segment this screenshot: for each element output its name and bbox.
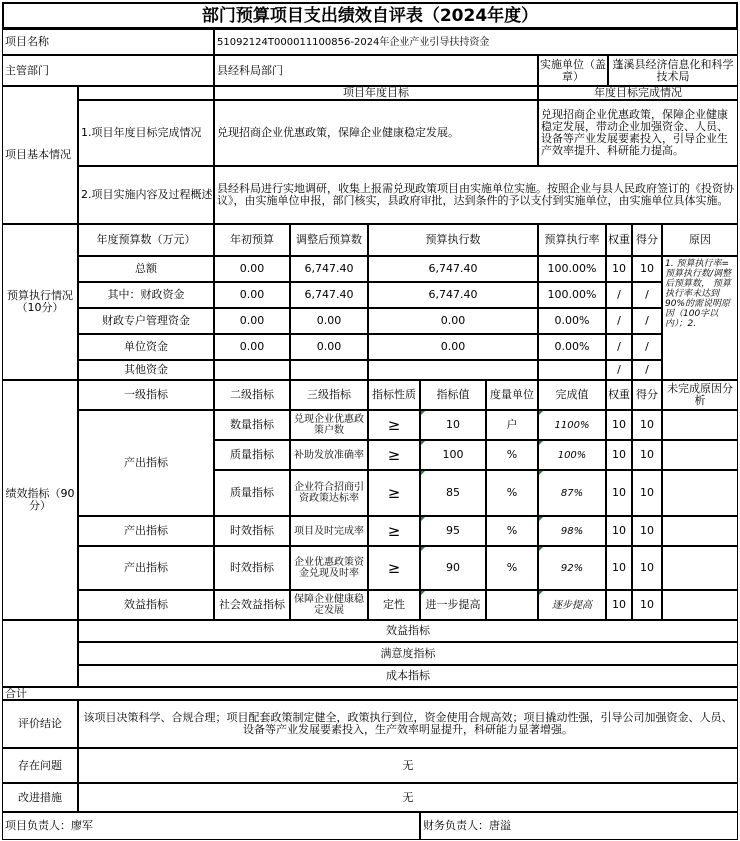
perf-header-reason: 未完成原因分析	[662, 380, 738, 410]
perf-score: 10	[632, 546, 662, 590]
perf-level3: 项目及时完成率	[290, 516, 368, 546]
budget-row-label: 财政专户管理资金	[78, 308, 214, 334]
project-lead: 项目负责人：廖军	[2, 812, 420, 840]
budget-row-rate: 100.00%	[538, 256, 606, 282]
budget-row-score: /	[632, 282, 662, 308]
budget-row-adjusted: 6,747.40	[290, 256, 368, 282]
budget-row-adjusted: 0.00	[290, 334, 368, 360]
budget-row-executed	[368, 360, 538, 380]
perf-level1: 产出指标	[78, 516, 214, 546]
budget-row-rate: 0.00%	[538, 308, 606, 334]
perf-done: 逐步提高	[538, 590, 606, 620]
perf-nature: ≥	[368, 546, 420, 590]
perf-target: 进一步提高	[420, 590, 486, 620]
budget-row-weight: 10	[606, 256, 632, 282]
budget-row-executed: 6,747.40	[368, 256, 538, 282]
budget-row-initial: 0.00	[214, 282, 290, 308]
perf-nature: ≥	[368, 470, 420, 516]
perf-header-nature: 指标性质	[368, 380, 420, 410]
perf-weight: 10	[606, 546, 632, 590]
perf-level1: 效益指标	[78, 590, 214, 620]
budget-row-rate: 0.00%	[538, 334, 606, 360]
project-name-value: 51092124T000011100856-2024年企业产业引导扶持资金	[214, 29, 738, 55]
perf-reason	[662, 440, 738, 470]
budget-row-weight: /	[606, 282, 632, 308]
cost-row: 成本指标	[78, 665, 738, 687]
budget-header-rate: 预算执行率	[538, 224, 606, 256]
perf-level2: 数量指标	[214, 410, 290, 440]
perf-weight: 10	[606, 516, 632, 546]
perf-target: 10	[420, 410, 486, 440]
budget-row-executed: 0.00	[368, 308, 538, 334]
budget-row-score: /	[632, 308, 662, 334]
budget-reason: 1. 预算执行率=预算执行数/调整后预算数， 预算执行率未达到90%的需说明原因（100字以内）；2.	[662, 256, 738, 380]
perf-nature: ≥	[368, 440, 420, 470]
perf-header-unit: 度量单位	[486, 380, 538, 410]
perf-header-score: 得分	[632, 380, 662, 410]
budget-row-executed: 6,747.40	[368, 282, 538, 308]
issues-value: 无	[78, 748, 738, 783]
budget-row-label: 其他资金	[78, 360, 214, 380]
perf-header-target: 指标值	[420, 380, 486, 410]
perf-level3: 企业符合招商引资政策达标率	[290, 470, 368, 516]
perf-level3: 补助发放准确率	[290, 440, 368, 470]
perf-done: 98%	[538, 516, 606, 546]
budget-row-score: /	[632, 360, 662, 380]
satisfaction-row: 满意度指标	[78, 642, 738, 665]
total-label: 合计	[2, 687, 738, 700]
perf-level3: 兑现企业优惠政策户数	[290, 410, 368, 440]
budget-row-label: 其中：财政资金	[78, 282, 214, 308]
perf-score: 10	[632, 410, 662, 440]
perf-header-level3: 三级指标	[290, 380, 368, 410]
perf-done: 92%	[538, 546, 606, 590]
perf-level3: 保障企业健康稳定发展	[290, 590, 368, 620]
perf-weight: 10	[606, 410, 632, 440]
perf-level1: 产出指标	[78, 546, 214, 590]
perf-unit: %	[486, 516, 538, 546]
perf-unit: %	[486, 440, 538, 470]
perf-target: 95	[420, 516, 486, 546]
budget-row-adjusted: 6,747.40	[290, 282, 368, 308]
budget-header-annual: 年度预算数（万元）	[78, 224, 214, 256]
measures-label: 改进措施	[2, 783, 78, 812]
perf-header-level1: 一级指标	[78, 380, 214, 410]
budget-row-initial: 0.00	[214, 308, 290, 334]
perf-level1-output: 产出指标	[78, 410, 214, 516]
perf-done: 1100%	[538, 410, 606, 440]
dept-label: 主管部门	[2, 55, 214, 86]
goal-header: 项目年度目标	[214, 86, 538, 100]
budget-row-score: /	[632, 334, 662, 360]
row1-label: 1.项目年度目标完成情况	[78, 100, 214, 166]
dept-value: 县经科局部门	[214, 55, 538, 86]
budget-row-initial: 0.00	[214, 334, 290, 360]
perf-header-weight: 权重	[606, 380, 632, 410]
budget-section-label: 预算执行情况（10分）	[2, 224, 78, 380]
impl-label: 实施单位（盖章）	[538, 55, 608, 86]
perf-done: 87%	[538, 470, 606, 516]
measures-value: 无	[78, 783, 738, 812]
budget-row-weight: /	[606, 360, 632, 380]
budget-row-weight: /	[606, 334, 632, 360]
perf-unit: 户	[486, 410, 538, 440]
conclusion-text: 该项目决策科学、合规合理；项目配套政策制定健全，政策执行到位，资金使用合规高效；项目撬动性强，引导公司加强资金、人员、设备等产业发展要素投入，生产效率明显提升，科研能力显著增强。	[78, 700, 738, 748]
benefit-row: 效益指标	[78, 620, 738, 642]
perf-reason	[662, 470, 738, 516]
perf-extra-blank	[2, 620, 78, 687]
perf-reason	[662, 590, 738, 620]
conclusion-label: 评价结论	[2, 700, 78, 748]
row2-text: 县经科局进行实地调研，收集上报需兑现政策项目由实施单位实施。按照企业与县人民政府签订的《投资协议》，由实施单位申报，部门核实，县政府审批，达到条件的予以支付到实施单位，由实施单位具体实施。	[214, 166, 738, 224]
budget-header-reason: 原因	[662, 224, 738, 256]
budget-row-adjusted	[290, 360, 368, 380]
budget-row-weight: /	[606, 308, 632, 334]
perf-reason	[662, 410, 738, 440]
row1-completion: 兑现招商企业优惠政策，保障企业健康稳定发展，带动企业加强资金、人员、设备等产业发展要素投入，引导企业生产效率提升、科研能力提高。	[538, 100, 738, 166]
project-name-label: 项目名称	[2, 29, 214, 55]
perf-level2: 时效指标	[214, 546, 290, 590]
budget-row-executed: 0.00	[368, 334, 538, 360]
budget-row-rate	[538, 360, 606, 380]
issues-label: 存在问题	[2, 748, 78, 783]
perf-nature: ≥	[368, 516, 420, 546]
budget-row-initial: 0.00	[214, 256, 290, 282]
perf-unit: %	[486, 546, 538, 590]
perf-score: 10	[632, 590, 662, 620]
budget-header-score: 得分	[632, 224, 662, 256]
perf-weight: 10	[606, 590, 632, 620]
budget-row-adjusted: 0.00	[290, 308, 368, 334]
budget-header-executed: 预算执行数	[368, 224, 538, 256]
perf-target: 100	[420, 440, 486, 470]
budget-header-adjusted: 调整后预算数	[290, 224, 368, 256]
perf-score: 10	[632, 440, 662, 470]
budget-row-label: 单位资金	[78, 334, 214, 360]
perf-level3: 企业优惠政策资金兑现及时率	[290, 546, 368, 590]
completion-header: 年度目标完成情况	[538, 86, 738, 100]
perf-level2: 质量指标	[214, 470, 290, 516]
perf-nature: 定性	[368, 590, 420, 620]
page-title: 部门预算项目支出绩效自评表（2024年度）	[2, 2, 738, 29]
row2-label: 2.项目实施内容及过程概述	[78, 166, 214, 224]
perf-target: 85	[420, 470, 486, 516]
perf-reason	[662, 546, 738, 590]
perf-weight: 10	[606, 440, 632, 470]
perf-nature: ≥	[368, 410, 420, 440]
perf-level2: 时效指标	[214, 516, 290, 546]
perf-unit	[486, 590, 538, 620]
budget-row-label: 总额	[78, 256, 214, 282]
budget-row-rate: 100.00%	[538, 282, 606, 308]
budget-row-initial	[214, 360, 290, 380]
perf-level2: 质量指标	[214, 440, 290, 470]
budget-header-weight: 权重	[606, 224, 632, 256]
basic-header-blank	[78, 86, 214, 100]
performance-section-label: 绩效指标（90分）	[2, 380, 78, 620]
perf-target: 90	[420, 546, 486, 590]
perf-score: 10	[632, 516, 662, 546]
perf-score: 10	[632, 470, 662, 516]
perf-reason	[662, 516, 738, 546]
perf-unit: %	[486, 470, 538, 516]
perf-header-level2: 二级指标	[214, 380, 290, 410]
perf-header-done: 完成值	[538, 380, 606, 410]
perf-done: 100%	[538, 440, 606, 470]
row1-goal: 兑现招商企业优惠政策，保障企业健康稳定发展。	[214, 100, 538, 166]
perf-level2: 社会效益指标	[214, 590, 290, 620]
budget-header-initial: 年初预算	[214, 224, 290, 256]
perf-weight: 10	[606, 470, 632, 516]
impl-value: 蓬溪县经济信息化和科学技术局	[608, 55, 738, 86]
budget-row-score: 10	[632, 256, 662, 282]
finance-lead: 财务负责人：唐溢	[420, 812, 738, 840]
basic-section-label: 项目基本情况	[2, 86, 78, 224]
